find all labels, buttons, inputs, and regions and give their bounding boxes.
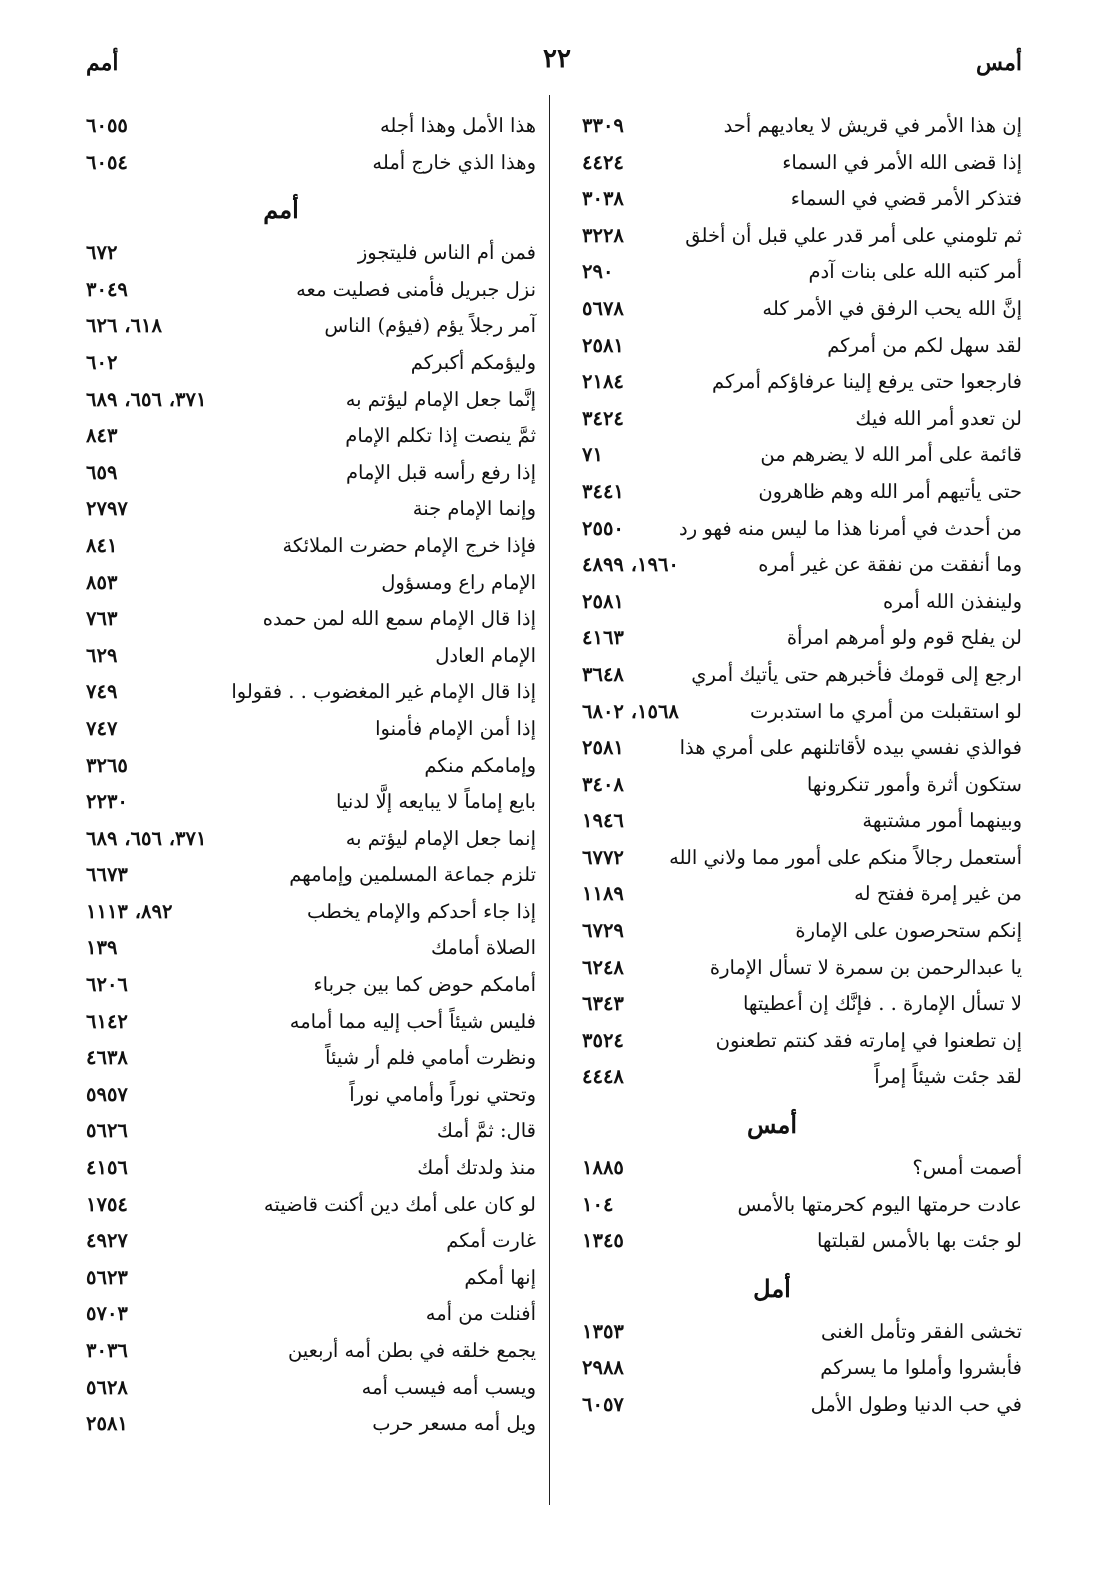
entry-text: ستكون أثرة وأمور تنكرونها	[806, 772, 1022, 796]
entry-text: إنَّ الله يحب الرفق في الأمر كله	[762, 296, 1022, 320]
index-entry	[86, 857, 536, 894]
entry-reference-number: ٣٢٦٥	[86, 753, 128, 777]
entry-reference-number: ٦٦٧٣	[86, 863, 128, 887]
entry-reference-number: ٣٧١، ٦٥٦، ٦٨٩	[86, 387, 207, 411]
entry-reference-number: ٧٤٧	[86, 716, 118, 740]
entry-text: وإنما الإمام جنة	[412, 497, 536, 521]
entry-text: الإمام العادل	[435, 643, 536, 667]
entry-text: آمر رجلاً يؤم (فيؤم) الناس	[324, 314, 536, 338]
entry-text: إذا قال الإمام سمع الله لمن حمده	[262, 607, 536, 631]
index-entry	[582, 1314, 1022, 1351]
entry-text: إن تطعنوا في إمارته فقد كنتم تطعنون	[715, 1028, 1022, 1052]
index-entry	[86, 711, 536, 748]
index-entry	[582, 254, 1022, 291]
entry-reference-number: ٤١٥٦	[86, 1156, 128, 1180]
entry-reference-number: ٧٦٣	[86, 607, 118, 631]
section-heading-text: أمم	[263, 195, 299, 225]
index-entry	[86, 894, 536, 931]
entry-reference-number: ٢٥٨١	[582, 333, 624, 357]
entry-text: فارجعوا حتى يرفع إلينا عرفاؤكم أمركم	[712, 370, 1022, 394]
entry-text: إنها أمكم	[464, 1265, 536, 1289]
entry-reference-number: ٣٢٢٨	[582, 223, 624, 247]
index-entry	[86, 418, 536, 455]
index-entry	[582, 657, 1022, 694]
index-entry	[582, 986, 1022, 1023]
index-entry	[86, 235, 536, 272]
entry-text: فأبشروا وأملوا ما يسركم	[820, 1356, 1022, 1380]
entry-reference-number: ٦١٨، ٦٢٦	[86, 314, 162, 338]
index-entry	[582, 218, 1022, 255]
entry-reference-number: ٦٠٥٥	[86, 114, 128, 137]
entry-reference-number: ٤١٦٣	[582, 626, 624, 650]
entry-text: وهذا الذي خارج أمله	[372, 150, 536, 174]
entry-text: أستعمل رجالاً منكم على أمور مما ولاني الله	[669, 845, 1022, 869]
running-head-right: أمس	[976, 50, 1022, 76]
index-entry	[582, 730, 1022, 767]
entry-text: فتذكر الأمر قضي في السماء	[790, 187, 1022, 211]
index-entry	[582, 913, 1022, 950]
entry-reference-number: ٦٢٤٨	[582, 955, 624, 979]
index-entry	[582, 181, 1022, 218]
entry-reference-number: ٣٤٠٨	[582, 772, 624, 796]
index-entry	[86, 345, 536, 382]
index-entry	[86, 1187, 536, 1224]
entry-reference-number: ٢١٨٤	[582, 370, 624, 394]
entry-text: يجمع خلقه في بطن أمه أربعين	[287, 1339, 536, 1362]
index-entry	[86, 528, 536, 565]
entry-reference-number: ٦٥٩	[86, 460, 118, 484]
entry-text: فليس شيئاً أحب إليه مما أمامه	[289, 1009, 536, 1033]
entry-reference-number: ٧١	[582, 443, 603, 467]
section-heading	[582, 1260, 1022, 1314]
entry-reference-number: ٨٩٢، ١١١٣	[86, 899, 173, 923]
index-entry	[86, 491, 536, 528]
entry-reference-number: ٥٩٥٧	[86, 1082, 128, 1106]
entry-reference-number: ٨٤٣	[86, 424, 118, 448]
index-entry	[582, 1223, 1022, 1260]
index-entry	[86, 1113, 536, 1150]
entry-reference-number: ٣٠٣٦	[86, 1339, 128, 1362]
entry-text: من أحدث في أمرنا هذا ما ليس منه فهو رد	[679, 516, 1022, 540]
entry-text: إذا قضى الله الأمر في السماء	[782, 150, 1022, 174]
entry-reference-number: ١٣٥٣	[582, 1319, 624, 1343]
index-entry	[582, 1387, 1022, 1424]
entry-reference-number: ١٣٤٥	[582, 1229, 624, 1253]
index-entry	[582, 1059, 1022, 1096]
index-entry	[582, 840, 1022, 877]
index-entry	[582, 108, 1022, 145]
index-entry	[86, 1260, 536, 1297]
index-entry	[582, 1023, 1022, 1060]
entry-text: ثم تلومني على أمر قدر علي قبل أن أخلق	[685, 223, 1022, 247]
index-entry	[86, 784, 536, 821]
index-entry	[86, 108, 536, 145]
index-entry	[86, 1223, 536, 1260]
entry-text: من غير إمرة ففتح له	[854, 882, 1022, 906]
entry-text: ويل أمه مسعر حرب	[372, 1412, 536, 1436]
index-entry	[582, 145, 1022, 182]
entry-reference-number: ٢٧٩٧	[86, 497, 128, 521]
entry-reference-number: ٢٢٣٠	[86, 790, 128, 814]
entry-reference-number: ٢٥٨١	[582, 736, 624, 760]
entry-text: عادت حرمتها اليوم كحرمتها بالأمس	[737, 1192, 1022, 1216]
index-entry	[86, 565, 536, 602]
entry-text: الصلاة أمامك	[430, 936, 536, 960]
entry-reference-number: ١٠٤	[582, 1192, 614, 1216]
entry-text: منذ ولدتك أمك	[417, 1156, 536, 1180]
entry-reference-number: ٥٦٢٦	[86, 1119, 128, 1143]
section-heading	[582, 1096, 1022, 1150]
entry-reference-number: ٤٩٢٧	[86, 1229, 128, 1253]
entry-text: أصمت أمس؟	[912, 1156, 1022, 1180]
index-entry	[582, 547, 1022, 584]
index-entry	[86, 1333, 536, 1370]
entry-text: لقد سهل لكم من أمركم	[827, 333, 1022, 357]
index-entry	[86, 382, 536, 419]
entry-text: أمر كتبه الله على بنات آدم	[808, 260, 1022, 284]
entry-text: هذا الأمل وهذا أجله	[379, 114, 536, 137]
entry-reference-number: ٤٤٢٤	[582, 150, 624, 174]
index-entry	[86, 1296, 536, 1333]
index-entry	[582, 1150, 1022, 1187]
index-entry	[86, 1040, 536, 1077]
entry-text: غارت أمكم	[446, 1229, 536, 1253]
entry-text: فإذا خرج الإمام حضرت الملائكة	[282, 533, 536, 557]
entry-text: لا تسأل الإمارة . . فإنَّك إن أعطيتها	[742, 992, 1022, 1016]
index-entry	[86, 1406, 536, 1443]
entry-reference-number: ٥٦٢٨	[86, 1375, 128, 1399]
index-entry	[86, 601, 536, 638]
entry-reference-number: ١١٨٩	[582, 882, 624, 906]
entry-text: تخشى الفقر وتأمل الغنى	[820, 1319, 1022, 1343]
entry-text: لن يفلح قوم ولو أمرهم امرأة	[786, 626, 1022, 650]
entry-text: لن تعدو أمر الله فيك	[855, 406, 1022, 430]
entry-text: أمامكم حوض كما بين جرباء	[313, 973, 536, 997]
entry-reference-number: ٦٢٠٦	[86, 973, 128, 997]
section-heading	[86, 181, 536, 235]
index-entry	[86, 967, 536, 1004]
index-entry	[582, 1187, 1022, 1224]
index-entry	[582, 1350, 1022, 1387]
entry-text: بايع إماماً لا يبايعه إلَّا لدنيا	[336, 790, 536, 814]
index-entry	[86, 145, 536, 182]
entry-reference-number: ٦٣٤٣	[582, 992, 624, 1016]
entry-text: الإمام راع ومسؤول	[381, 570, 536, 594]
entry-text: ثمَّ ينصت إذا تكلم الإمام	[345, 424, 536, 448]
entry-reference-number: ٦٧٢	[86, 241, 118, 265]
entry-text: قائمة على أمر الله لا يضرهم من	[760, 443, 1022, 467]
entry-reference-number: ٦٧٢٩	[582, 919, 624, 943]
entry-reference-number: ٢٥٥٠	[582, 516, 624, 540]
entry-text: إذا رفع رأسه قبل الإمام	[345, 460, 536, 484]
index-entry	[86, 1077, 536, 1114]
entry-text: يا عبدالرحمن بن سمرة لا تسأل الإمارة	[709, 955, 1022, 979]
entry-reference-number: ٣٧١، ٦٥٦، ٦٨٩	[86, 826, 207, 850]
entry-text: لو جئت بها بالأمس لقبلتها	[816, 1229, 1022, 1253]
entry-reference-number: ٣٤٤١	[582, 479, 624, 503]
entry-text: نزل جبريل فأمنى فصليت معه	[296, 277, 536, 301]
index-entry	[86, 1004, 536, 1041]
entry-text: إذا قال الإمام غير المغضوب . . فقولوا	[231, 680, 536, 704]
entry-text: حتى يأتيهم أمر الله وهم ظاهرون	[758, 479, 1022, 503]
entry-text: لقد جئت شيئاً إمراً	[874, 1065, 1022, 1089]
index-entry	[86, 308, 536, 345]
index-entry	[582, 511, 1022, 548]
entry-text: ارجع إلى قومك فأخبرهم حتى يأتيك أمري	[691, 662, 1022, 686]
entry-text: قال: ثمَّ أمك	[436, 1119, 536, 1143]
entry-text: إن هذا الأمر في قريش لا يعاديهم أحد	[723, 114, 1022, 137]
column-divider	[549, 95, 550, 1505]
index-entry	[582, 620, 1022, 657]
index-entry	[86, 821, 536, 858]
entry-reference-number: ٣٠٣٨	[582, 187, 624, 211]
index-entry	[582, 584, 1022, 621]
index-entry	[582, 767, 1022, 804]
entry-reference-number: ١٨٨٥	[582, 1156, 624, 1180]
entry-reference-number: ٥٦٧٨	[582, 296, 624, 320]
index-entry	[582, 437, 1022, 474]
entry-reference-number: ٣٥٢٤	[582, 1028, 624, 1052]
left-column	[86, 108, 536, 1443]
entry-text: ويسب أمه فيسب أمه	[361, 1375, 536, 1399]
index-entry	[86, 1370, 536, 1407]
entry-text: أفنلت من أمه	[425, 1302, 536, 1326]
index-entry	[582, 328, 1022, 365]
entry-reference-number: ٣٦٤٨	[582, 662, 624, 686]
entry-text: في حب الدنيا وطول الأمل	[810, 1393, 1022, 1416]
index-entry	[86, 272, 536, 309]
entry-reference-number: ٢٩٨٨	[582, 1356, 624, 1380]
entry-reference-number: ٦٠٢	[86, 350, 118, 374]
entry-text: وليؤمكم أكبركم	[410, 350, 536, 374]
entry-text: لو استقبلت من أمري ما استدبرت	[750, 699, 1022, 723]
index-entry	[582, 401, 1022, 438]
index-entry	[86, 1150, 536, 1187]
entry-reference-number: ٨٤١	[86, 533, 118, 557]
index-entry	[582, 950, 1022, 987]
section-heading-text: أمل	[753, 1273, 791, 1303]
entry-reference-number: ٦١٤٢	[86, 1009, 128, 1033]
entry-reference-number: ٣٤٢٤	[582, 406, 624, 430]
right-column	[582, 108, 1022, 1424]
entry-text: تلزم جماعة المسلمين وإمامهم	[289, 863, 536, 887]
entry-reference-number: ٤٤٤٨	[582, 1065, 624, 1089]
entry-reference-number: ٢٥٨١	[86, 1412, 128, 1436]
index-entry	[582, 474, 1022, 511]
entry-text: وما أنفقت من نفقة عن غير أمره	[758, 553, 1022, 577]
entry-reference-number: ٤٦٣٨	[86, 1046, 128, 1070]
entry-reference-number: ١٥٦٨، ٦٨٠٢	[582, 699, 679, 723]
entry-text: فوالذي نفسي بيده لأقاتلنهم على أمري هذا	[679, 736, 1022, 760]
entry-reference-number: ٥٧٠٣	[86, 1302, 128, 1326]
entry-text: إذا أمن الإمام فأمنوا	[375, 716, 536, 740]
index-entry	[86, 638, 536, 675]
entry-reference-number: ٧٤٩	[86, 680, 118, 704]
entry-reference-number: ٢٥٨١	[582, 589, 624, 613]
entry-text: إذا جاء أحدكم والإمام يخطب	[306, 899, 536, 923]
index-entry	[582, 876, 1022, 913]
index-entry	[582, 803, 1022, 840]
entry-text: إنما جعل الإمام ليؤتم به	[345, 826, 536, 850]
index-entry	[86, 930, 536, 967]
entry-text: وبينهما أمور مشتبهة	[862, 809, 1022, 833]
index-entry	[86, 748, 536, 785]
entry-reference-number: ١٩٦٠، ٤٨٩٩	[582, 553, 679, 577]
entry-reference-number: ٢٩٠	[582, 260, 614, 284]
entry-reference-number: ١٩٤٦	[582, 809, 624, 833]
section-heading-text: أمس	[746, 1110, 798, 1140]
entry-reference-number: ٥٦٢٣	[86, 1265, 128, 1289]
entry-text: لو كان على أمك دين أكنت قاضيته	[263, 1192, 536, 1216]
entry-text: إنَّما جعل الإمام ليؤتم به	[345, 387, 536, 411]
index-entry	[86, 455, 536, 492]
entry-reference-number: ٣٠٤٩	[86, 277, 128, 301]
index-entry	[582, 694, 1022, 731]
entry-reference-number: ١٧٥٤	[86, 1192, 128, 1216]
index-entry	[582, 364, 1022, 401]
entry-text: وتحتي نوراً وأمامي نوراً	[349, 1082, 536, 1106]
entry-text: ولينفذن الله أمره	[882, 589, 1022, 613]
entry-text: فمن أم الناس فليتجوز	[357, 241, 536, 265]
running-head-left: أمم	[86, 50, 119, 76]
index-entry	[86, 674, 536, 711]
entry-reference-number: ٣٣٠٩	[582, 114, 624, 137]
entry-text: ونظرت أمامي فلم أر شيئاً	[325, 1046, 536, 1070]
entry-reference-number: ٦٠٥٤	[86, 150, 128, 174]
entry-reference-number: ٦٢٩	[86, 643, 118, 667]
entry-reference-number: ٦٠٥٧	[582, 1393, 624, 1416]
entry-text: وإمامكم منكم	[424, 753, 536, 777]
entry-reference-number: ١٣٩	[86, 936, 118, 960]
entry-reference-number: ٦٧٧٢	[582, 845, 624, 869]
entry-reference-number: ٨٥٣	[86, 570, 118, 594]
index-entry	[582, 291, 1022, 328]
page-number: ٢٢	[543, 44, 571, 74]
entry-text: إنكم ستحرصون على الإمارة	[795, 919, 1022, 943]
